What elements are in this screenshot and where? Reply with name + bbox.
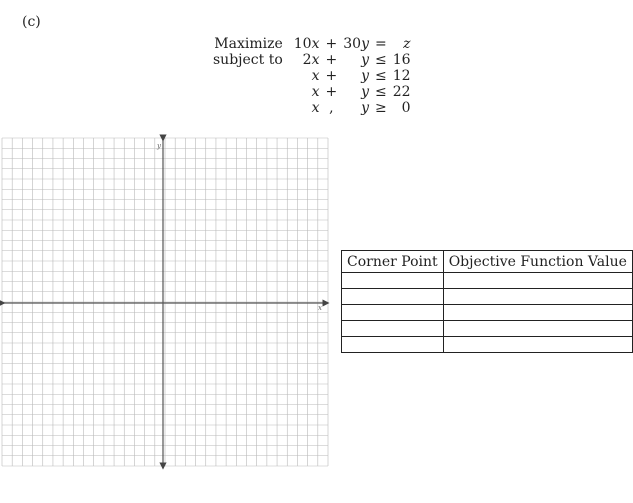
y-variable: y [361, 84, 369, 100]
x-variable: x [311, 84, 320, 100]
operator: + [325, 36, 338, 52]
corner-point-cell[interactable] [342, 337, 444, 353]
relation: ≤ [374, 68, 387, 84]
table-row [342, 305, 633, 321]
row-label [210, 68, 291, 84]
x-variable: x [311, 68, 320, 84]
corner-point-table [341, 250, 633, 353]
row-label: Maximize [214, 36, 283, 52]
constraint-row [210, 68, 414, 84]
x-variable: x [311, 100, 320, 116]
x-term [291, 68, 323, 84]
rhs-number: 12 [392, 68, 411, 84]
x-variable: x [311, 36, 320, 52]
relation: = [374, 36, 387, 52]
right-hand-side [390, 68, 414, 84]
y-term [340, 36, 372, 52]
x-coefficient: 10 [293, 36, 312, 52]
table-row [342, 289, 633, 305]
x-term [291, 84, 323, 100]
constraint-row [210, 36, 414, 52]
corner-point-cell[interactable] [342, 289, 444, 305]
table-row [342, 321, 633, 337]
relation: ≥ [374, 100, 387, 116]
grid-lines [2, 138, 328, 466]
corner-point-header: Corner Point [342, 251, 444, 273]
objective-value-cell[interactable] [443, 337, 632, 353]
x-term [291, 52, 323, 68]
coordinate-grid[interactable] [0, 136, 328, 468]
rhs-number: 22 [392, 84, 411, 100]
constraint-row [210, 100, 414, 116]
y-term [340, 84, 372, 100]
rhs-variable: z [403, 36, 411, 52]
rhs-number: 16 [392, 52, 411, 68]
y-term [340, 52, 372, 68]
rhs-number: 0 [401, 100, 411, 116]
x-term [291, 36, 323, 52]
objective-value-cell[interactable] [443, 289, 632, 305]
corner-point-cell[interactable] [342, 305, 444, 321]
operator: + [325, 52, 338, 68]
constraint-row [210, 52, 414, 68]
corner-point-cell[interactable] [342, 273, 444, 289]
relation: ≤ [374, 84, 387, 100]
operator: , [329, 100, 334, 116]
row-label [210, 100, 291, 116]
part-label: (c) [22, 14, 41, 30]
linear-program [210, 36, 414, 116]
row-label [210, 84, 291, 100]
y-term [340, 68, 372, 84]
corner-point-cell[interactable] [342, 321, 444, 337]
row-label: subject to [213, 52, 283, 68]
operator: + [325, 84, 338, 100]
table-row [342, 273, 633, 289]
y-axis-label: y [157, 142, 161, 150]
constraint-row [210, 84, 414, 100]
y-variable: y [361, 52, 369, 68]
operator: + [325, 68, 338, 84]
right-hand-side [390, 36, 414, 52]
x-axis-label: x [318, 304, 322, 312]
y-variable: y [361, 68, 369, 84]
y-variable: y [361, 36, 369, 52]
x-term [291, 100, 323, 116]
x-coefficient: 2 [302, 52, 312, 68]
objective-value-cell[interactable] [443, 305, 632, 321]
objective-value-header: Objective Function Value [443, 251, 632, 273]
objective-value-cell[interactable] [443, 321, 632, 337]
relation: ≤ [374, 52, 387, 68]
y-term [340, 100, 372, 116]
x-variable: x [311, 52, 320, 68]
table-row [342, 337, 633, 353]
right-hand-side [390, 84, 414, 100]
right-hand-side [390, 52, 414, 68]
right-hand-side [390, 100, 414, 116]
y-coefficient: 30 [343, 36, 362, 52]
y-variable: y [361, 100, 369, 116]
objective-value-cell[interactable] [443, 273, 632, 289]
